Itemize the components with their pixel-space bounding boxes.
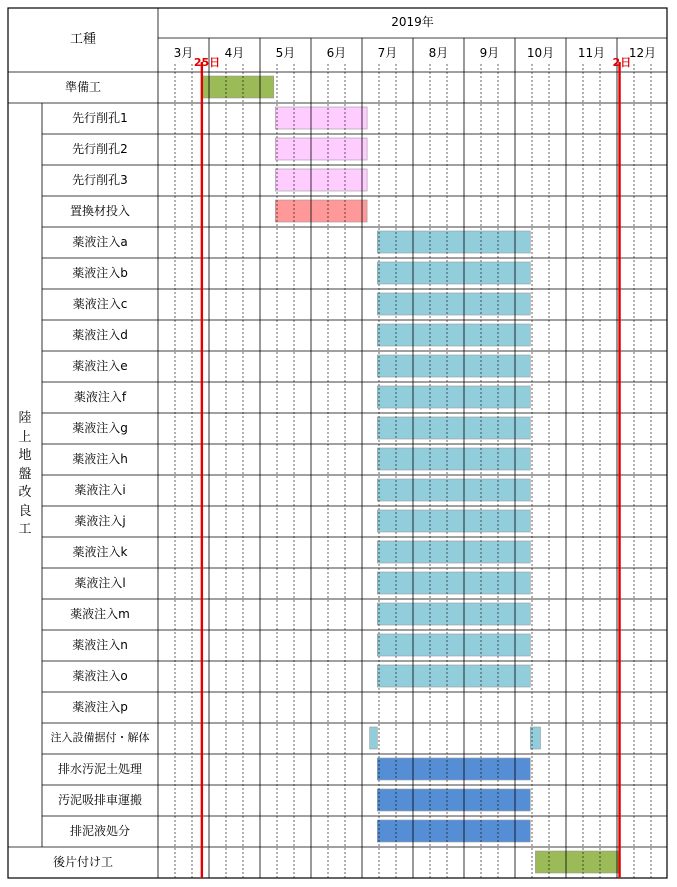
task-bar	[377, 572, 530, 594]
group-label-char: 上	[18, 429, 32, 445]
month-label: 8月	[428, 46, 449, 60]
group-label-char: 改	[18, 485, 32, 501]
month-label: 5月	[275, 46, 296, 60]
task-bar	[377, 262, 530, 284]
month-label: 7月	[377, 46, 398, 60]
task-bar	[377, 293, 530, 315]
task-bar	[377, 820, 530, 842]
task-label: 後片付け工	[52, 855, 113, 869]
task-bar	[377, 479, 530, 501]
task-label: 排水汚泥土処理	[57, 762, 142, 776]
task-label: 薬液注入k	[72, 545, 128, 559]
category-header: 工種	[69, 32, 96, 47]
task-bar	[275, 200, 367, 222]
task-label: 薬液注入m	[70, 607, 130, 621]
task-label: 薬液注入f	[73, 390, 127, 404]
group-category-label	[8, 410, 42, 540]
task-label: 薬液注入i	[74, 483, 126, 497]
task-bar	[377, 541, 530, 563]
task-bar	[377, 386, 530, 408]
task-label: 薬液注入l	[74, 576, 126, 590]
group-label-char: 工	[18, 522, 32, 538]
month-label: 11月	[577, 46, 606, 60]
task-label: 薬液注入n	[72, 638, 128, 652]
group-label-char: 地	[18, 448, 32, 464]
task-label: 薬液注入g	[72, 421, 128, 435]
task-bar	[535, 851, 619, 873]
task-bar	[377, 355, 530, 377]
task-label: 薬液注入j	[74, 514, 126, 528]
task-bar	[377, 603, 530, 625]
task-bar	[377, 634, 530, 656]
task-bar	[377, 510, 530, 532]
group-label-char: 良	[18, 503, 32, 519]
date-marker-label: 25日	[193, 56, 221, 69]
date-marker-label: 2日	[612, 56, 632, 69]
task-label: 薬液注入a	[72, 235, 128, 249]
task-label: 薬液注入p	[72, 700, 128, 714]
task-label: 薬液注入e	[72, 359, 128, 373]
task-label: 先行削孔1	[72, 111, 128, 125]
task-bar	[377, 789, 530, 811]
task-label: 薬液注入d	[72, 328, 128, 342]
task-bar	[370, 727, 378, 749]
task-bar	[377, 231, 530, 253]
month-label: 4月	[224, 46, 245, 60]
year-header: 2019年	[391, 15, 434, 29]
month-label: 10月	[526, 46, 555, 60]
task-label: 薬液注入c	[72, 297, 128, 311]
task-bar	[377, 758, 530, 780]
task-label: 先行削孔2	[72, 142, 128, 156]
task-bar	[275, 169, 367, 191]
task-bar	[202, 76, 274, 98]
month-label: 9月	[479, 46, 500, 60]
task-label: 薬液注入h	[72, 452, 128, 466]
task-bar	[275, 138, 367, 160]
task-bar	[377, 417, 530, 439]
task-label: 汚泥吸排車運搬	[57, 793, 142, 807]
task-label: 置換材投入	[69, 204, 130, 218]
group-label-char: 盤	[18, 466, 32, 482]
task-bar	[377, 324, 530, 346]
task-label: 排泥液処分	[69, 824, 130, 838]
task-label: 薬液注入b	[72, 266, 128, 280]
task-label: 準備工	[64, 80, 101, 94]
task-label: 先行削孔3	[72, 173, 128, 187]
month-label: 3月	[173, 46, 194, 60]
task-bar	[377, 665, 530, 687]
task-bar	[377, 448, 530, 470]
month-label: 6月	[326, 46, 347, 60]
month-label: 12月	[628, 46, 657, 60]
group-label-char: 陸	[18, 411, 32, 427]
task-bar	[275, 107, 367, 129]
task-label: 注入設備据付・解体	[50, 731, 150, 744]
task-label: 薬液注入o	[72, 669, 128, 683]
